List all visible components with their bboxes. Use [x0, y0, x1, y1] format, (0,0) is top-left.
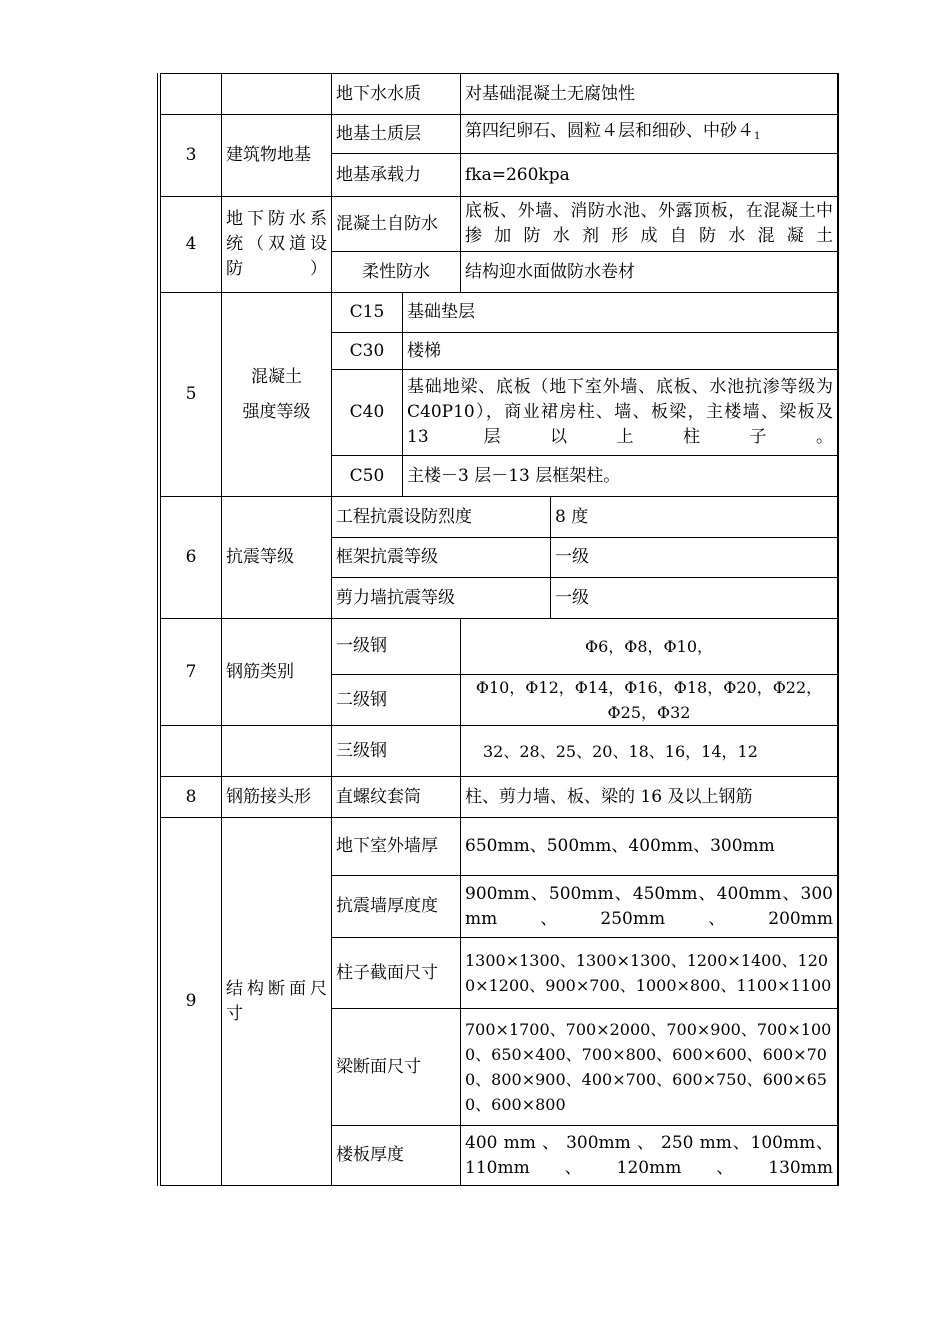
- category-line-2: 强度等级: [242, 401, 311, 422]
- table-outer-left-line: [157, 73, 158, 1186]
- item-value: Φ10，Φ12，Φ14，Φ16，Φ18，Φ20，Φ22，Φ25，Φ32: [461, 675, 838, 726]
- row-number-cell: [161, 726, 222, 777]
- row-number: 5: [161, 293, 222, 497]
- item-label: 地基土质层: [332, 115, 461, 154]
- item-value: 900mm、500mm、450mm、400mm、300mm、250mm、200mm: [461, 876, 838, 938]
- item-value: 基础垫层: [403, 293, 838, 333]
- item-value: 1300×1300、1300×1300、1200×1400、1200×1200、900×700、1000×800、1100×1100: [461, 938, 838, 1009]
- table-row: [161, 197, 838, 252]
- grade-label: C15: [332, 293, 403, 333]
- item-value: 400 mm 、 300mm 、 250 mm、100mm、110mm、120mm、130mm: [461, 1126, 838, 1186]
- item-label: 直螺纹套筒: [332, 777, 461, 818]
- category-line-1: 混凝土: [251, 366, 302, 387]
- item-label: 梁断面尺寸: [332, 1009, 461, 1126]
- item-label: 地基承载力: [332, 154, 461, 197]
- table-row: [161, 74, 838, 115]
- table-row: [161, 726, 838, 777]
- item-value: 650mm、500mm、400mm、300mm: [461, 818, 838, 876]
- row-number-cell: [161, 74, 222, 115]
- item-value: 底板、外墙、消防水池、外露顶板，在混凝土中掺加防水剂形成自防水混凝土: [461, 197, 838, 252]
- row-number: 3: [161, 115, 222, 197]
- category-label: 钢筋接头形: [222, 777, 332, 818]
- category-label: 地下防水系统（双道设防）: [222, 197, 332, 293]
- item-value: 一级: [551, 538, 838, 578]
- table-row: [161, 115, 838, 154]
- grade-label: C40: [332, 370, 403, 456]
- row-number: 8: [161, 777, 222, 818]
- table-outer-right-line: [838, 73, 839, 1186]
- item-value: 结构迎水面做防水卷材: [461, 252, 838, 293]
- category-label: [222, 293, 332, 497]
- row-number: 7: [161, 619, 222, 726]
- item-label: 框架抗震等级: [332, 538, 551, 578]
- item-value: 主楼－3 层－13 层框架柱。: [403, 456, 838, 497]
- category-label: 钢筋类别: [222, 619, 332, 726]
- table-row: [161, 619, 838, 675]
- item-label: 楼板厚度: [332, 1126, 461, 1186]
- item-label: 柔性防水: [332, 252, 461, 293]
- item-label: 柱子截面尺寸: [332, 938, 461, 1009]
- item-value: Φ6，Φ8，Φ10，: [461, 619, 838, 675]
- table-row: [161, 777, 838, 818]
- item-label: 三级钢: [332, 726, 461, 777]
- item-label: 一级钢: [332, 619, 461, 675]
- item-label: 地下水水质: [332, 74, 461, 115]
- item-value: fka=260kpa: [461, 154, 838, 197]
- table-row: [161, 293, 838, 333]
- item-value: 700×1700、700×2000、700×900、700×1000、650×400、700×800、600×600、600×700、800×900、400×700、600×750、600×650、600×800: [461, 1009, 838, 1126]
- category-label: 建筑物地基: [222, 115, 332, 197]
- row-number: 4: [161, 197, 222, 293]
- structure-spec-table: [160, 73, 838, 1186]
- item-label: 二级钢: [332, 675, 461, 726]
- category-label: 结构断面尺寸: [222, 818, 332, 1186]
- category-cell: [222, 726, 332, 777]
- item-value: 基础地梁、底板（地下室外墙、底板、水池抗渗等级为 C40P10），商业裙房柱、墙、板梁，主楼墙、梁板及 13 层以上柱子。: [403, 370, 838, 456]
- row-number: 6: [161, 497, 222, 619]
- grade-label: C30: [332, 333, 403, 370]
- item-label: 抗震墙厚度度: [332, 876, 461, 938]
- category-cell: [222, 74, 332, 115]
- table-row: [161, 818, 838, 876]
- item-value: 对基础混凝土无腐蚀性: [461, 74, 838, 115]
- item-value: 楼梯: [403, 333, 838, 370]
- item-value: 第四纪卵石、圆粒４层和细砂、中砂$4_1$: [461, 115, 838, 154]
- grade-label: C50: [332, 456, 403, 497]
- item-label: 地下室外墙厚: [332, 818, 461, 876]
- item-label: 混凝土自防水: [332, 197, 461, 252]
- item-value: 32、28、25、20、18、16，14，12: [461, 726, 838, 777]
- item-label: 剪力墙抗震等级: [332, 578, 551, 619]
- table-row: [161, 497, 838, 538]
- row-number: 9: [161, 818, 222, 1186]
- item-label: 工程抗震设防烈度: [332, 497, 551, 538]
- item-value: 一级: [551, 578, 838, 619]
- category-label: 抗震等级: [222, 497, 332, 619]
- item-value: 柱、剪力墙、板、梁的 16 及以上钢筋: [461, 777, 838, 818]
- item-value: 8 度: [551, 497, 838, 538]
